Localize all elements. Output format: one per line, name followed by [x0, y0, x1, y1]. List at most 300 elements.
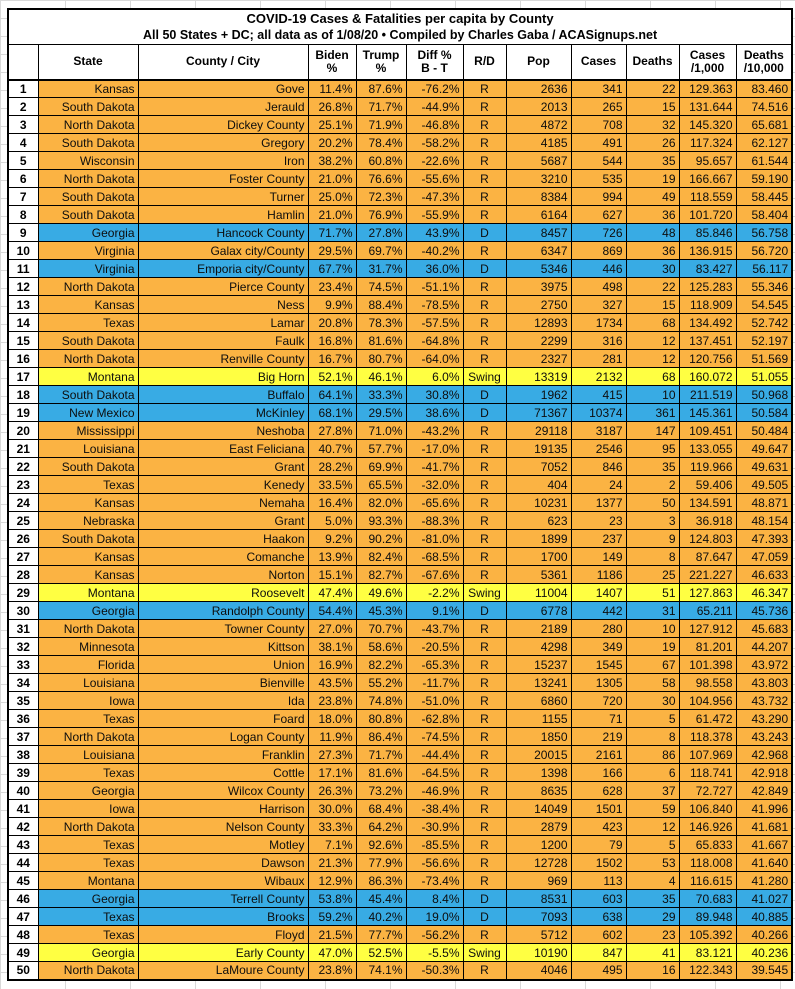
cases-per-1000-cell: 134.591	[679, 494, 736, 512]
cases-cell: 602	[571, 926, 626, 944]
biden-pct-cell: 40.7%	[308, 440, 356, 458]
deaths-cell: 19	[626, 170, 679, 188]
diff-pct-cell: -81.0%	[406, 530, 463, 548]
trump-pct-cell: 80.8%	[356, 710, 406, 728]
table-row	[8, 458, 792, 476]
table-row	[8, 944, 792, 962]
table-row	[8, 656, 792, 674]
table-row	[8, 818, 792, 836]
row-number-cell: 7	[8, 188, 38, 206]
state-cell: Texas	[38, 764, 138, 782]
pop-cell: 8531	[506, 890, 571, 908]
biden-pct-cell: 53.8%	[308, 890, 356, 908]
rd-cell: R	[463, 332, 506, 350]
deaths-per-10000-cell: 65.681	[736, 116, 792, 134]
county-cell: Pierce County	[138, 278, 308, 296]
row-number-cell: 34	[8, 674, 38, 692]
deaths-cell: 53	[626, 854, 679, 872]
deaths-per-10000-cell: 43.972	[736, 656, 792, 674]
state-cell: Georgia	[38, 944, 138, 962]
trump-pct-cell: 82.2%	[356, 656, 406, 674]
deaths-cell: 37	[626, 782, 679, 800]
state-cell: Georgia	[38, 602, 138, 620]
state-cell: North Dakota	[38, 116, 138, 134]
rd-cell: D	[463, 260, 506, 278]
county-cell: Emporia city/County	[138, 260, 308, 278]
trump-pct-cell: 73.2%	[356, 782, 406, 800]
pop-cell: 20015	[506, 746, 571, 764]
cases-cell: 149	[571, 548, 626, 566]
state-cell: North Dakota	[38, 620, 138, 638]
biden-pct-cell: 30.0%	[308, 800, 356, 818]
row-number-cell: 14	[8, 314, 38, 332]
state-cell: Montana	[38, 584, 138, 602]
cases-per-1000-cell: 122.343	[679, 962, 736, 980]
diff-pct-cell: -56.6%	[406, 854, 463, 872]
cases-per-1000-cell: 129.363	[679, 80, 736, 98]
biden-pct-cell: 13.9%	[308, 548, 356, 566]
county-cell: Jerauld	[138, 98, 308, 116]
deaths-cell: 12	[626, 350, 679, 368]
trump-pct-cell: 74.5%	[356, 278, 406, 296]
rd-cell: R	[463, 152, 506, 170]
row-number-cell: 1	[8, 80, 38, 98]
county-cell: LaMoure County	[138, 962, 308, 980]
cases-per-1000-cell: 221.227	[679, 566, 736, 584]
biden-pct-cell: 15.1%	[308, 566, 356, 584]
county-cell: Franklin	[138, 746, 308, 764]
rd-cell: R	[463, 458, 506, 476]
county-cell: Grant	[138, 458, 308, 476]
trump-pct-cell: 29.5%	[356, 404, 406, 422]
rd-cell: R	[463, 548, 506, 566]
pop-cell: 404	[506, 476, 571, 494]
row-number-cell: 49	[8, 944, 38, 962]
pop-cell: 2189	[506, 620, 571, 638]
deaths-cell: 19	[626, 638, 679, 656]
pop-cell: 2636	[506, 80, 571, 98]
cases-per-1000-cell: 124.803	[679, 530, 736, 548]
county-cell: Iron	[138, 152, 308, 170]
deaths-cell: 68	[626, 368, 679, 386]
trump-pct-cell: 82.7%	[356, 566, 406, 584]
cases-per-1000-cell: 131.644	[679, 98, 736, 116]
rd-cell: R	[463, 116, 506, 134]
column-header-rd: R/D	[463, 45, 506, 80]
column-header-diff-pct: Diff % B - T	[406, 45, 463, 80]
cases-cell: 280	[571, 620, 626, 638]
row-number-cell: 47	[8, 908, 38, 926]
cases-cell: 994	[571, 188, 626, 206]
deaths-per-10000-cell: 43.290	[736, 710, 792, 728]
row-number-cell: 44	[8, 854, 38, 872]
cases-per-1000-cell: 160.072	[679, 368, 736, 386]
pop-cell: 4046	[506, 962, 571, 980]
pop-cell: 4872	[506, 116, 571, 134]
deaths-per-10000-cell: 48.871	[736, 494, 792, 512]
county-cell: Gove	[138, 80, 308, 98]
biden-pct-cell: 67.7%	[308, 260, 356, 278]
diff-pct-cell: -30.9%	[406, 818, 463, 836]
diff-pct-cell: -17.0%	[406, 440, 463, 458]
table-row	[8, 926, 792, 944]
trump-pct-cell: 90.2%	[356, 530, 406, 548]
deaths-per-10000-cell: 74.516	[736, 98, 792, 116]
cases-per-1000-cell: 101.398	[679, 656, 736, 674]
deaths-cell: 5	[626, 836, 679, 854]
cases-per-1000-cell: 125.283	[679, 278, 736, 296]
trump-pct-cell: 76.6%	[356, 170, 406, 188]
diff-pct-cell: -58.2%	[406, 134, 463, 152]
table-row	[8, 386, 792, 404]
trump-pct-cell: 70.7%	[356, 620, 406, 638]
deaths-per-10000-cell: 50.584	[736, 404, 792, 422]
county-cell: Motley	[138, 836, 308, 854]
cases-per-1000-cell: 65.833	[679, 836, 736, 854]
table-row	[8, 314, 792, 332]
pop-cell: 6860	[506, 692, 571, 710]
pop-cell: 2327	[506, 350, 571, 368]
table-row	[8, 350, 792, 368]
cases-cell: 349	[571, 638, 626, 656]
pop-cell: 8457	[506, 224, 571, 242]
deaths-cell: 41	[626, 944, 679, 962]
cases-cell: 316	[571, 332, 626, 350]
cases-cell: 10374	[571, 404, 626, 422]
deaths-cell: 30	[626, 692, 679, 710]
cases-cell: 265	[571, 98, 626, 116]
table-row	[8, 782, 792, 800]
pop-cell: 3210	[506, 170, 571, 188]
trump-pct-cell: 49.6%	[356, 584, 406, 602]
trump-pct-cell: 46.1%	[356, 368, 406, 386]
diff-pct-cell: -46.8%	[406, 116, 463, 134]
row-number-cell: 39	[8, 764, 38, 782]
county-cell: Gregory	[138, 134, 308, 152]
county-cell: Nelson County	[138, 818, 308, 836]
cases-cell: 166	[571, 764, 626, 782]
trump-pct-cell: 33.3%	[356, 386, 406, 404]
biden-pct-cell: 20.8%	[308, 314, 356, 332]
deaths-per-10000-cell: 40.236	[736, 944, 792, 962]
column-header-deaths: Deaths	[626, 45, 679, 80]
diff-pct-cell: 9.1%	[406, 602, 463, 620]
county-cell: Galax city/County	[138, 242, 308, 260]
county-cell: Comanche	[138, 548, 308, 566]
county-cell: Foster County	[138, 170, 308, 188]
table-row	[8, 836, 792, 854]
deaths-per-10000-cell: 41.280	[736, 872, 792, 890]
diff-pct-cell: 36.0%	[406, 260, 463, 278]
deaths-cell: 59	[626, 800, 679, 818]
cases-cell: 638	[571, 908, 626, 926]
pop-cell: 6164	[506, 206, 571, 224]
cases-cell: 495	[571, 962, 626, 980]
table-row	[8, 224, 792, 242]
biden-pct-cell: 26.3%	[308, 782, 356, 800]
cases-per-1000-cell: 65.211	[679, 602, 736, 620]
cases-per-1000-cell: 87.647	[679, 548, 736, 566]
cases-per-1000-cell: 72.727	[679, 782, 736, 800]
trump-pct-cell: 78.4%	[356, 134, 406, 152]
row-number-cell: 32	[8, 638, 38, 656]
column-header-cases: Cases	[571, 45, 626, 80]
row-number-cell: 43	[8, 836, 38, 854]
row-number-cell: 17	[8, 368, 38, 386]
diff-pct-cell: -43.7%	[406, 620, 463, 638]
state-cell: North Dakota	[38, 962, 138, 980]
page-title: COVID-19 Cases & Fatalities per capita by County	[246, 11, 554, 26]
rd-cell: R	[463, 242, 506, 260]
deaths-per-10000-cell: 52.742	[736, 314, 792, 332]
deaths-per-10000-cell: 56.720	[736, 242, 792, 260]
diff-pct-cell: -65.3%	[406, 656, 463, 674]
diff-pct-cell: 43.9%	[406, 224, 463, 242]
rd-cell: R	[463, 872, 506, 890]
state-cell: South Dakota	[38, 188, 138, 206]
deaths-cell: 12	[626, 818, 679, 836]
cases-per-1000-cell: 109.451	[679, 422, 736, 440]
row-number-cell: 35	[8, 692, 38, 710]
deaths-per-10000-cell: 41.027	[736, 890, 792, 908]
cases-cell: 726	[571, 224, 626, 242]
cases-per-1000-cell: 118.909	[679, 296, 736, 314]
deaths-cell: 26	[626, 134, 679, 152]
cases-per-1000-cell: 107.969	[679, 746, 736, 764]
county-cell: Renville County	[138, 350, 308, 368]
pop-cell: 12728	[506, 854, 571, 872]
rd-cell: R	[463, 692, 506, 710]
state-cell: Kansas	[38, 548, 138, 566]
table-row	[8, 890, 792, 908]
biden-pct-cell: 7.1%	[308, 836, 356, 854]
biden-pct-cell: 52.1%	[308, 368, 356, 386]
pop-cell: 15237	[506, 656, 571, 674]
rd-cell: R	[463, 962, 506, 980]
table-row	[8, 278, 792, 296]
deaths-per-10000-cell: 45.736	[736, 602, 792, 620]
rd-cell: R	[463, 566, 506, 584]
deaths-per-10000-cell: 41.667	[736, 836, 792, 854]
rd-cell: Swing	[463, 368, 506, 386]
table-row	[8, 962, 792, 980]
deaths-per-10000-cell: 43.732	[736, 692, 792, 710]
pop-cell: 13241	[506, 674, 571, 692]
cases-cell: 2161	[571, 746, 626, 764]
trump-pct-cell: 81.6%	[356, 764, 406, 782]
rd-cell: Swing	[463, 584, 506, 602]
cases-per-1000-cell: 95.657	[679, 152, 736, 170]
diff-pct-cell: -56.2%	[406, 926, 463, 944]
cases-per-1000-cell: 36.918	[679, 512, 736, 530]
cases-cell: 1377	[571, 494, 626, 512]
pop-cell: 14049	[506, 800, 571, 818]
deaths-cell: 3	[626, 512, 679, 530]
row-number-cell: 19	[8, 404, 38, 422]
rd-cell: R	[463, 98, 506, 116]
rd-cell: R	[463, 512, 506, 530]
diff-pct-cell: -22.6%	[406, 152, 463, 170]
table-row	[8, 440, 792, 458]
county-cell: Turner	[138, 188, 308, 206]
cases-per-1000-cell: 134.492	[679, 314, 736, 332]
state-cell: New Mexico	[38, 404, 138, 422]
rd-cell: R	[463, 854, 506, 872]
cases-cell: 720	[571, 692, 626, 710]
cases-cell: 281	[571, 350, 626, 368]
cases-per-1000-cell: 98.558	[679, 674, 736, 692]
deaths-cell: 8	[626, 728, 679, 746]
deaths-per-10000-cell: 46.633	[736, 566, 792, 584]
biden-pct-cell: 23.8%	[308, 962, 356, 980]
row-number-cell: 31	[8, 620, 38, 638]
state-cell: South Dakota	[38, 332, 138, 350]
cases-per-1000-cell: 166.667	[679, 170, 736, 188]
deaths-per-10000-cell: 47.059	[736, 548, 792, 566]
column-header-cases-per-1000: Cases /1,000	[679, 45, 736, 80]
biden-pct-cell: 25.0%	[308, 188, 356, 206]
state-cell: Georgia	[38, 224, 138, 242]
pop-cell: 11004	[506, 584, 571, 602]
table-row	[8, 404, 792, 422]
trump-pct-cell: 88.4%	[356, 296, 406, 314]
county-cell: Brooks	[138, 908, 308, 926]
row-number-cell: 10	[8, 242, 38, 260]
diff-pct-cell: -64.0%	[406, 350, 463, 368]
biden-pct-cell: 27.8%	[308, 422, 356, 440]
biden-pct-cell: 59.2%	[308, 908, 356, 926]
diff-pct-cell: -67.6%	[406, 566, 463, 584]
row-number-cell: 21	[8, 440, 38, 458]
diff-pct-cell: -76.2%	[406, 80, 463, 98]
cases-cell: 628	[571, 782, 626, 800]
table-row	[8, 728, 792, 746]
diff-pct-cell: -5.5%	[406, 944, 463, 962]
row-number-cell: 30	[8, 602, 38, 620]
biden-pct-cell: 47.4%	[308, 584, 356, 602]
diff-pct-cell: -55.6%	[406, 170, 463, 188]
biden-pct-cell: 16.4%	[308, 494, 356, 512]
cases-cell: 846	[571, 458, 626, 476]
trump-pct-cell: 92.6%	[356, 836, 406, 854]
table-row	[8, 98, 792, 116]
deaths-cell: 32	[626, 116, 679, 134]
diff-pct-cell: -40.2%	[406, 242, 463, 260]
state-cell: South Dakota	[38, 530, 138, 548]
deaths-per-10000-cell: 41.681	[736, 818, 792, 836]
state-cell: Iowa	[38, 692, 138, 710]
trump-pct-cell: 31.7%	[356, 260, 406, 278]
county-cell: Ness	[138, 296, 308, 314]
county-cell: Hamlin	[138, 206, 308, 224]
table-row	[8, 368, 792, 386]
deaths-per-10000-cell: 42.968	[736, 746, 792, 764]
diff-pct-cell: -32.0%	[406, 476, 463, 494]
county-cell: Logan County	[138, 728, 308, 746]
rd-cell: R	[463, 350, 506, 368]
cases-per-1000-cell: 117.324	[679, 134, 736, 152]
trump-pct-cell: 55.2%	[356, 674, 406, 692]
county-cell: Towner County	[138, 620, 308, 638]
diff-pct-cell: -2.2%	[406, 584, 463, 602]
cases-per-1000-cell: 145.361	[679, 404, 736, 422]
cases-per-1000-cell: 146.926	[679, 818, 736, 836]
table-row	[8, 620, 792, 638]
cases-per-1000-cell: 104.956	[679, 692, 736, 710]
deaths-cell: 68	[626, 314, 679, 332]
trump-pct-cell: 74.8%	[356, 692, 406, 710]
deaths-cell: 29	[626, 908, 679, 926]
deaths-per-10000-cell: 40.885	[736, 908, 792, 926]
pop-cell: 4185	[506, 134, 571, 152]
deaths-per-10000-cell: 43.243	[736, 728, 792, 746]
trump-pct-cell: 65.5%	[356, 476, 406, 494]
deaths-cell: 361	[626, 404, 679, 422]
deaths-per-10000-cell: 51.055	[736, 368, 792, 386]
county-cell: Big Horn	[138, 368, 308, 386]
state-cell: Texas	[38, 908, 138, 926]
row-number-cell: 41	[8, 800, 38, 818]
deaths-cell: 50	[626, 494, 679, 512]
deaths-cell: 22	[626, 80, 679, 98]
deaths-per-10000-cell: 40.266	[736, 926, 792, 944]
county-cell: Lamar	[138, 314, 308, 332]
deaths-cell: 30	[626, 260, 679, 278]
cases-per-1000-cell: 59.406	[679, 476, 736, 494]
table-row	[8, 908, 792, 926]
table-row	[8, 674, 792, 692]
row-number-cell: 15	[8, 332, 38, 350]
county-cell: Harrison	[138, 800, 308, 818]
diff-pct-cell: -43.2%	[406, 422, 463, 440]
state-cell: South Dakota	[38, 206, 138, 224]
cases-per-1000-cell: 120.756	[679, 350, 736, 368]
deaths-cell: 5	[626, 710, 679, 728]
row-number-cell: 2	[8, 98, 38, 116]
pop-cell: 6347	[506, 242, 571, 260]
county-cell: Bienville	[138, 674, 308, 692]
biden-pct-cell: 23.4%	[308, 278, 356, 296]
table-row	[8, 692, 792, 710]
state-cell: Georgia	[38, 782, 138, 800]
biden-pct-cell: 68.1%	[308, 404, 356, 422]
rd-cell: R	[463, 926, 506, 944]
state-cell: Louisiana	[38, 674, 138, 692]
state-cell: Kansas	[38, 296, 138, 314]
biden-pct-cell: 20.2%	[308, 134, 356, 152]
deaths-cell: 4	[626, 872, 679, 890]
deaths-per-10000-cell: 48.154	[736, 512, 792, 530]
diff-pct-cell: 6.0%	[406, 368, 463, 386]
biden-pct-cell: 16.9%	[308, 656, 356, 674]
deaths-per-10000-cell: 83.460	[736, 80, 792, 98]
deaths-cell: 147	[626, 422, 679, 440]
diff-pct-cell: -51.1%	[406, 278, 463, 296]
deaths-per-10000-cell: 46.347	[736, 584, 792, 602]
cases-per-1000-cell: 89.948	[679, 908, 736, 926]
pop-cell: 1200	[506, 836, 571, 854]
covid-county-table	[7, 8, 793, 981]
table-row	[8, 476, 792, 494]
rd-cell: R	[463, 530, 506, 548]
cases-per-1000-cell: 118.008	[679, 854, 736, 872]
state-cell: Kansas	[38, 494, 138, 512]
biden-pct-cell: 11.9%	[308, 728, 356, 746]
trump-pct-cell: 81.6%	[356, 332, 406, 350]
biden-pct-cell: 21.0%	[308, 206, 356, 224]
trump-pct-cell: 40.2%	[356, 908, 406, 926]
deaths-cell: 12	[626, 332, 679, 350]
